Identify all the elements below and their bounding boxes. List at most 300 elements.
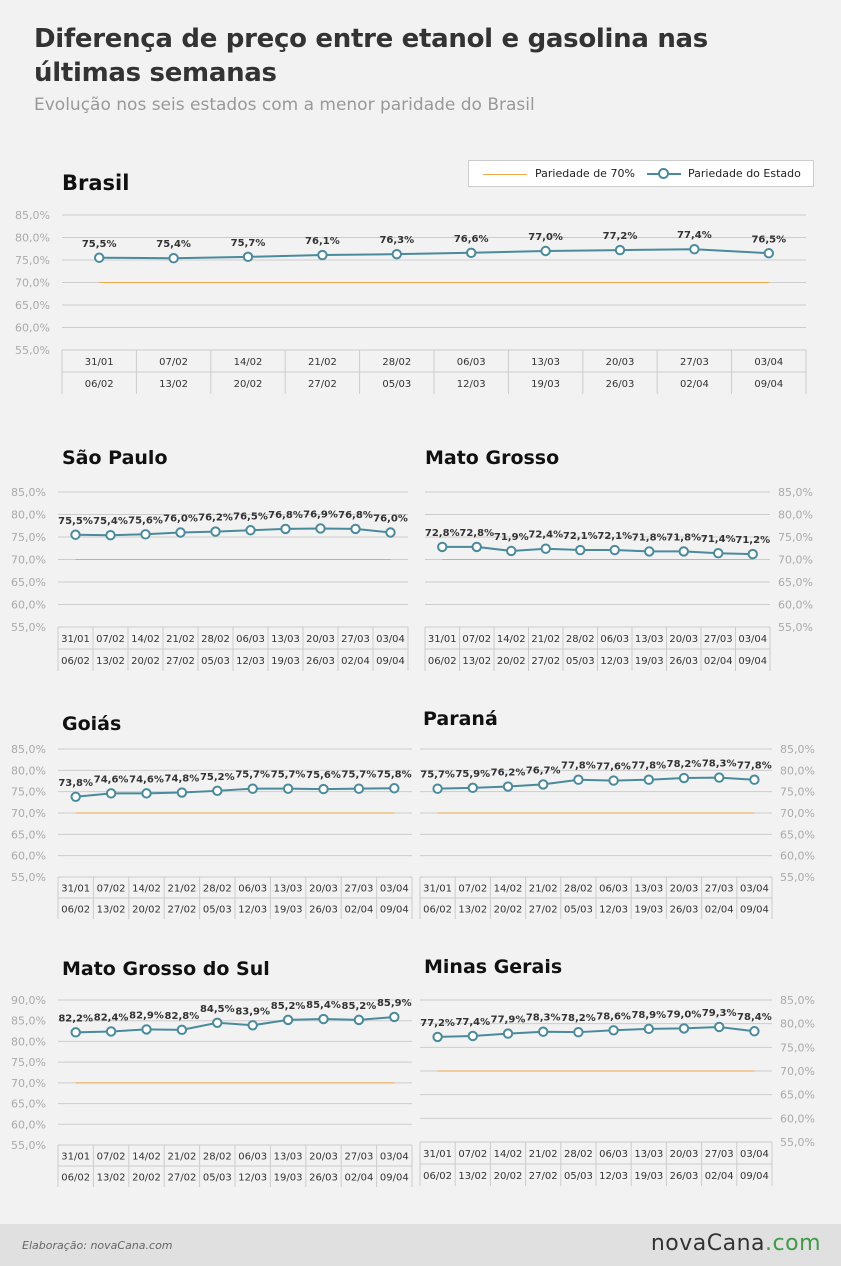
x-category-start: 27/03	[344, 883, 374, 895]
data-point	[316, 524, 324, 532]
x-category-start: 03/04	[739, 883, 769, 895]
chart-title: Paraná	[423, 708, 498, 730]
data-label: 75,7%	[270, 769, 306, 781]
data-point	[249, 1021, 257, 1029]
x-category-end: 26/03	[605, 379, 635, 390]
y-tick-label: 80,0%	[11, 764, 46, 778]
footer	[0, 1224, 841, 1266]
x-category-start: 31/01	[61, 1151, 91, 1163]
x-category-end: 26/03	[309, 1172, 338, 1184]
y-tick-label: 85,0%	[11, 486, 46, 499]
y-tick-label: 55,0%	[780, 871, 815, 884]
data-point	[319, 1015, 327, 1023]
x-category-start: 31/01	[61, 883, 91, 895]
chart-mato-grosso	[420, 440, 841, 675]
x-category-start: 20/03	[605, 357, 635, 368]
series-line	[76, 788, 395, 797]
data-point	[504, 1029, 512, 1037]
x-category-end: 20/02	[132, 1172, 161, 1184]
data-point	[244, 253, 252, 261]
x-category-end: 05/03	[202, 904, 232, 916]
y-tick-label: 65,0%	[780, 828, 815, 842]
data-label: 77,8%	[737, 760, 772, 772]
x-category-end: 26/03	[309, 904, 338, 916]
chart-sao-paulo	[0, 440, 420, 675]
logo-suffix: .com	[765, 1231, 821, 1256]
data-point	[574, 1028, 582, 1036]
x-category-start: 31/01	[423, 883, 453, 895]
x-category-start: 28/02	[202, 883, 232, 895]
x-category-end: 05/03	[563, 904, 593, 916]
x-category-end: 02/04	[704, 904, 734, 916]
data-label: 76,5%	[751, 234, 787, 246]
data-point	[765, 249, 773, 257]
y-tick-label: 60,0%	[15, 321, 50, 335]
x-category-end: 09/04	[376, 656, 405, 667]
data-label: 75,4%	[93, 516, 128, 528]
y-tick-label: 80,0%	[15, 231, 50, 245]
x-category-start: 03/04	[379, 1151, 409, 1163]
data-point	[351, 525, 359, 533]
data-label: 76,1%	[305, 236, 340, 248]
x-category-end: 05/03	[565, 656, 595, 667]
x-category-end: 27/02	[166, 656, 195, 667]
y-tick-label: 65,0%	[780, 1088, 815, 1102]
logo-main: novaCana	[650, 1231, 766, 1256]
data-point	[213, 1019, 221, 1027]
x-category-end: 05/03	[382, 379, 412, 390]
y-tick-label: 55,0%	[11, 621, 46, 634]
x-category-start: 13/03	[271, 634, 300, 645]
y-tick-label: 65,0%	[11, 1097, 46, 1111]
x-category-end: 19/03	[634, 656, 664, 667]
y-tick-label: 80,0%	[778, 508, 813, 522]
data-point	[178, 1026, 186, 1034]
data-label: 75,8%	[376, 769, 412, 781]
data-point	[107, 789, 115, 797]
x-category-start: 21/02	[528, 883, 558, 895]
data-label: 77,6%	[596, 761, 631, 773]
y-tick-label: 60,0%	[778, 598, 813, 612]
x-category-start: 28/02	[563, 883, 593, 895]
data-point	[211, 527, 219, 535]
data-point	[467, 249, 475, 257]
data-label: 75,7%	[420, 769, 455, 781]
x-category-end: 06/02	[61, 656, 90, 667]
data-label: 76,8%	[338, 509, 373, 521]
y-tick-label: 65,0%	[11, 828, 46, 842]
x-category-start: 13/03	[634, 1149, 664, 1160]
x-category-end: 19/03	[271, 656, 300, 667]
x-category-start: 06/03	[599, 883, 629, 895]
x-category-end: 09/04	[379, 904, 409, 916]
y-tick-label: 70,0%	[11, 807, 46, 820]
y-tick-label: 60,0%	[11, 598, 46, 612]
x-category-start: 14/02	[493, 1149, 523, 1160]
data-point	[386, 528, 394, 536]
data-point	[680, 547, 688, 555]
y-tick-label: 75,0%	[11, 531, 46, 544]
data-label: 78,2%	[666, 759, 702, 771]
data-point	[715, 773, 723, 781]
x-category-end: 27/02	[531, 656, 561, 667]
legend-reference-label: Pariedade de 70%	[535, 167, 635, 180]
data-label: 72,4%	[528, 529, 564, 541]
data-point	[433, 784, 441, 792]
data-point	[95, 254, 103, 262]
data-point	[750, 1027, 758, 1035]
y-tick-label: 85,0%	[780, 994, 815, 1007]
data-point	[72, 793, 80, 801]
data-point	[616, 246, 624, 254]
x-category-start: 31/01	[61, 634, 90, 645]
x-category-end: 20/02	[493, 1171, 523, 1182]
y-tick-label: 75,0%	[15, 254, 50, 267]
chart-mato-grosso-do-sul	[0, 955, 420, 1195]
x-category-end: 20/02	[132, 904, 161, 916]
data-label: 78,2%	[561, 1013, 596, 1025]
x-category-end: 20/02	[496, 656, 526, 667]
data-point	[178, 788, 186, 796]
footer-credit: Elaboração: novaCana.com	[22, 1239, 173, 1252]
y-tick-label: 70,0%	[780, 1065, 815, 1078]
x-category-start: 21/02	[531, 634, 561, 645]
x-category-end: 06/02	[427, 656, 457, 667]
data-point	[680, 774, 688, 782]
x-category-start: 03/04	[738, 634, 768, 645]
data-label: 83,9%	[235, 1006, 271, 1018]
x-category-end: 02/04	[344, 1172, 374, 1184]
y-tick-label: 60,0%	[780, 849, 815, 863]
x-category-start: 13/03	[531, 357, 561, 368]
chart-title: Mato Grosso do Sul	[62, 958, 270, 980]
x-category-start: 13/03	[634, 883, 664, 895]
data-point	[749, 550, 757, 558]
series-line	[442, 547, 753, 554]
data-label: 77,2%	[420, 1017, 455, 1029]
data-label: 85,2%	[341, 1000, 377, 1012]
x-category-end: 13/02	[96, 656, 125, 667]
x-category-start: 31/01	[423, 1149, 453, 1160]
data-label: 85,9%	[376, 997, 412, 1009]
x-category-end: 19/03	[634, 904, 664, 916]
x-category-end: 06/02	[423, 1171, 453, 1182]
y-tick-label: 80,0%	[11, 508, 46, 522]
data-label: 75,6%	[128, 515, 163, 527]
x-category-end: 05/03	[201, 656, 230, 667]
data-point	[284, 784, 292, 792]
data-point	[609, 776, 617, 784]
data-label: 76,2%	[490, 767, 526, 779]
data-label: 75,7%	[230, 237, 266, 249]
data-label: 72,1%	[597, 531, 633, 543]
x-category-end: 02/04	[341, 656, 370, 667]
data-label: 76,2%	[198, 512, 233, 524]
data-label: 77,4%	[677, 230, 712, 242]
data-label: 79,3%	[701, 1007, 737, 1019]
data-label: 74,6%	[129, 774, 164, 786]
y-tick-label: 70,0%	[11, 553, 46, 567]
data-label: 76,6%	[453, 233, 489, 245]
data-point	[213, 787, 221, 795]
y-tick-label: 65,0%	[15, 299, 50, 312]
y-tick-label: 85,0%	[15, 209, 50, 222]
x-category-start: 21/02	[167, 1151, 197, 1163]
x-category-start: 03/04	[376, 634, 405, 645]
data-label: 77,4%	[455, 1016, 491, 1028]
data-label: 78,4%	[737, 1012, 772, 1024]
x-category-start: 20/03	[309, 1151, 338, 1163]
x-category-start: 14/02	[132, 883, 161, 895]
data-point	[539, 780, 547, 788]
data-label: 74,6%	[93, 774, 129, 786]
x-category-start: 07/02	[159, 357, 189, 368]
x-category-start: 27/03	[704, 883, 734, 895]
data-label: 82,2%	[58, 1013, 94, 1025]
x-category-start: 20/03	[306, 634, 335, 645]
data-point	[507, 547, 515, 555]
y-tick-label: 55,0%	[778, 621, 813, 634]
series-line	[99, 249, 769, 258]
x-category-end: 19/03	[531, 379, 561, 390]
x-category-start: 21/02	[166, 634, 195, 645]
data-point	[355, 784, 363, 792]
x-category-start: 06/03	[238, 1151, 268, 1163]
data-label: 84,5%	[199, 1003, 235, 1015]
data-label: 78,3%	[701, 758, 737, 770]
x-category-start: 27/03	[704, 1149, 734, 1160]
x-category-start: 07/02	[96, 883, 126, 895]
data-point	[542, 545, 550, 553]
data-label: 75,5%	[81, 238, 117, 250]
x-category-end: 12/03	[599, 904, 629, 916]
data-label: 71,8%	[666, 532, 702, 544]
data-point	[390, 1013, 398, 1021]
x-category-start: 13/03	[273, 1151, 303, 1163]
x-category-start: 07/02	[96, 1151, 126, 1163]
x-category-end: 26/03	[669, 656, 699, 667]
x-category-end: 06/02	[423, 904, 453, 916]
x-category-end: 26/03	[669, 904, 699, 916]
chart-svg	[420, 440, 841, 675]
x-category-start: 14/02	[132, 1151, 161, 1163]
x-category-end: 05/03	[202, 1172, 232, 1184]
y-tick-label: 55,0%	[15, 344, 50, 357]
y-tick-label: 75,0%	[780, 785, 815, 799]
data-point	[645, 547, 653, 555]
data-point	[469, 1032, 477, 1040]
y-tick-label: 85,0%	[11, 743, 46, 756]
x-category-end: 09/04	[739, 1171, 769, 1182]
data-label: 77,0%	[528, 232, 563, 243]
data-point	[142, 1025, 150, 1033]
x-category-end: 26/03	[669, 1171, 699, 1182]
brand-logo	[651, 1231, 821, 1256]
x-category-end: 19/03	[273, 904, 303, 916]
y-tick-label: 75,0%	[778, 531, 813, 544]
x-category-end: 09/04	[739, 904, 769, 916]
data-label: 75,7%	[235, 769, 271, 781]
x-category-start: 06/03	[236, 634, 265, 645]
chart-goias	[0, 705, 420, 920]
chart-parana	[420, 705, 841, 920]
x-category-start: 20/03	[669, 1149, 699, 1160]
x-category-start: 06/03	[599, 1149, 629, 1160]
chart-title: Brasil	[62, 171, 130, 195]
x-category-start: 21/02	[167, 883, 197, 895]
x-category-end: 02/04	[344, 904, 374, 916]
x-category-end: 19/03	[273, 1172, 303, 1184]
data-label: 77,2%	[602, 231, 638, 243]
x-category-end: 09/04	[738, 656, 768, 667]
data-label: 76,0%	[373, 513, 408, 525]
chart-minas-gerais	[420, 955, 841, 1195]
data-point	[645, 1025, 653, 1033]
y-tick-label: 55,0%	[780, 1136, 815, 1149]
x-category-end: 12/03	[600, 656, 630, 667]
x-category-start: 20/03	[669, 634, 699, 645]
data-point	[609, 1026, 617, 1034]
data-label: 82,9%	[129, 1010, 164, 1022]
x-category-start: 06/03	[456, 357, 486, 368]
x-category-start: 21/02	[307, 357, 337, 368]
x-category-start: 28/02	[382, 357, 412, 368]
data-point	[284, 1016, 292, 1024]
data-point	[318, 251, 326, 259]
x-category-start: 03/04	[379, 883, 409, 895]
x-category-end: 06/02	[61, 1172, 91, 1184]
y-tick-label: 70,0%	[11, 1076, 46, 1090]
data-point	[107, 1027, 115, 1035]
data-label: 75,5%	[58, 515, 93, 527]
x-category-start: 31/01	[84, 357, 114, 368]
y-tick-label: 80,0%	[780, 764, 815, 778]
data-label: 76,8%	[268, 509, 303, 521]
chart-svg	[0, 705, 420, 920]
data-point	[438, 543, 446, 551]
data-label: 77,9%	[490, 1014, 526, 1026]
chart-title: São Paulo	[62, 447, 168, 469]
x-category-end: 27/02	[528, 1171, 558, 1182]
chart-brasil	[0, 160, 841, 410]
data-point	[176, 528, 184, 536]
data-label: 72,8%	[459, 527, 495, 539]
series-line	[438, 1027, 755, 1037]
data-point	[714, 549, 722, 557]
data-label: 76,9%	[303, 509, 338, 521]
data-point	[393, 250, 401, 258]
chart-svg	[420, 705, 841, 920]
chart-title: Mato Grosso	[425, 447, 560, 469]
data-label: 78,6%	[596, 1011, 631, 1023]
x-category-start: 07/02	[458, 1149, 488, 1160]
data-label: 74,8%	[164, 773, 200, 785]
data-label: 77,8%	[631, 760, 667, 772]
data-label: 75,2%	[199, 771, 235, 783]
x-category-end: 06/02	[84, 379, 114, 390]
data-point	[473, 543, 481, 551]
x-category-start: 27/03	[341, 634, 370, 645]
data-point	[611, 546, 619, 554]
data-label: 78,3%	[525, 1012, 561, 1024]
data-label: 82,4%	[93, 1012, 129, 1024]
data-point	[645, 776, 653, 784]
data-point	[680, 1024, 688, 1032]
x-category-end: 09/04	[754, 379, 784, 390]
x-category-end: 13/02	[159, 379, 189, 390]
data-point	[319, 785, 327, 793]
data-point	[574, 776, 582, 784]
data-label: 85,4%	[306, 1000, 341, 1012]
data-point	[469, 784, 477, 792]
y-tick-label: 70,0%	[15, 276, 50, 290]
data-point	[249, 784, 257, 792]
x-category-end: 20/02	[233, 379, 263, 390]
x-category-start: 27/03	[679, 357, 709, 368]
y-tick-label: 60,0%	[780, 1112, 815, 1126]
data-point	[504, 782, 512, 790]
data-point	[106, 531, 114, 539]
x-category-end: 12/03	[238, 1172, 268, 1184]
x-category-end: 02/04	[679, 379, 709, 390]
data-point	[690, 245, 698, 253]
data-label: 78,9%	[631, 1009, 667, 1021]
chart-svg	[0, 440, 420, 675]
chart-title: Goiás	[62, 713, 122, 735]
data-point	[576, 546, 584, 554]
data-point	[715, 1023, 723, 1031]
y-tick-label: 75,0%	[780, 1041, 815, 1055]
data-label: 76,5%	[233, 511, 268, 523]
data-point	[355, 1016, 363, 1024]
data-point	[71, 531, 79, 539]
y-tick-label: 90,0%	[11, 994, 46, 1007]
y-tick-label: 60,0%	[11, 1118, 46, 1132]
x-category-end: 13/02	[96, 904, 126, 916]
x-category-end: 12/03	[599, 1171, 629, 1182]
x-category-start: 27/03	[703, 634, 733, 645]
data-label: 82,8%	[164, 1010, 200, 1022]
data-point	[750, 776, 758, 784]
data-point	[72, 1028, 80, 1036]
x-category-start: 07/02	[462, 634, 492, 645]
x-category-start: 28/02	[202, 1151, 232, 1163]
data-label: 75,6%	[306, 770, 341, 782]
data-label: 72,1%	[562, 531, 598, 543]
data-point	[246, 526, 254, 534]
data-label: 73,8%	[58, 777, 94, 789]
x-category-end: 02/04	[703, 656, 733, 667]
x-category-end: 27/02	[307, 379, 337, 390]
y-tick-label: 70,0%	[780, 807, 815, 820]
y-tick-label: 65,0%	[778, 576, 813, 589]
x-category-end: 27/02	[167, 904, 197, 916]
y-tick-label: 65,0%	[11, 576, 46, 589]
data-label: 71,9%	[493, 531, 529, 543]
x-category-end: 05/03	[563, 1171, 593, 1182]
x-category-end: 13/02	[462, 656, 492, 667]
data-point	[390, 784, 398, 792]
x-category-end: 20/02	[131, 656, 160, 667]
x-category-start: 20/03	[669, 883, 699, 895]
x-category-start: 28/02	[563, 1149, 593, 1160]
x-category-end: 27/02	[528, 904, 558, 916]
x-category-end: 13/02	[458, 1171, 488, 1182]
chart-title: Minas Gerais	[424, 956, 563, 978]
x-category-start: 13/03	[273, 883, 303, 895]
x-category-start: 06/03	[238, 883, 268, 895]
x-category-end: 27/02	[167, 1172, 197, 1184]
